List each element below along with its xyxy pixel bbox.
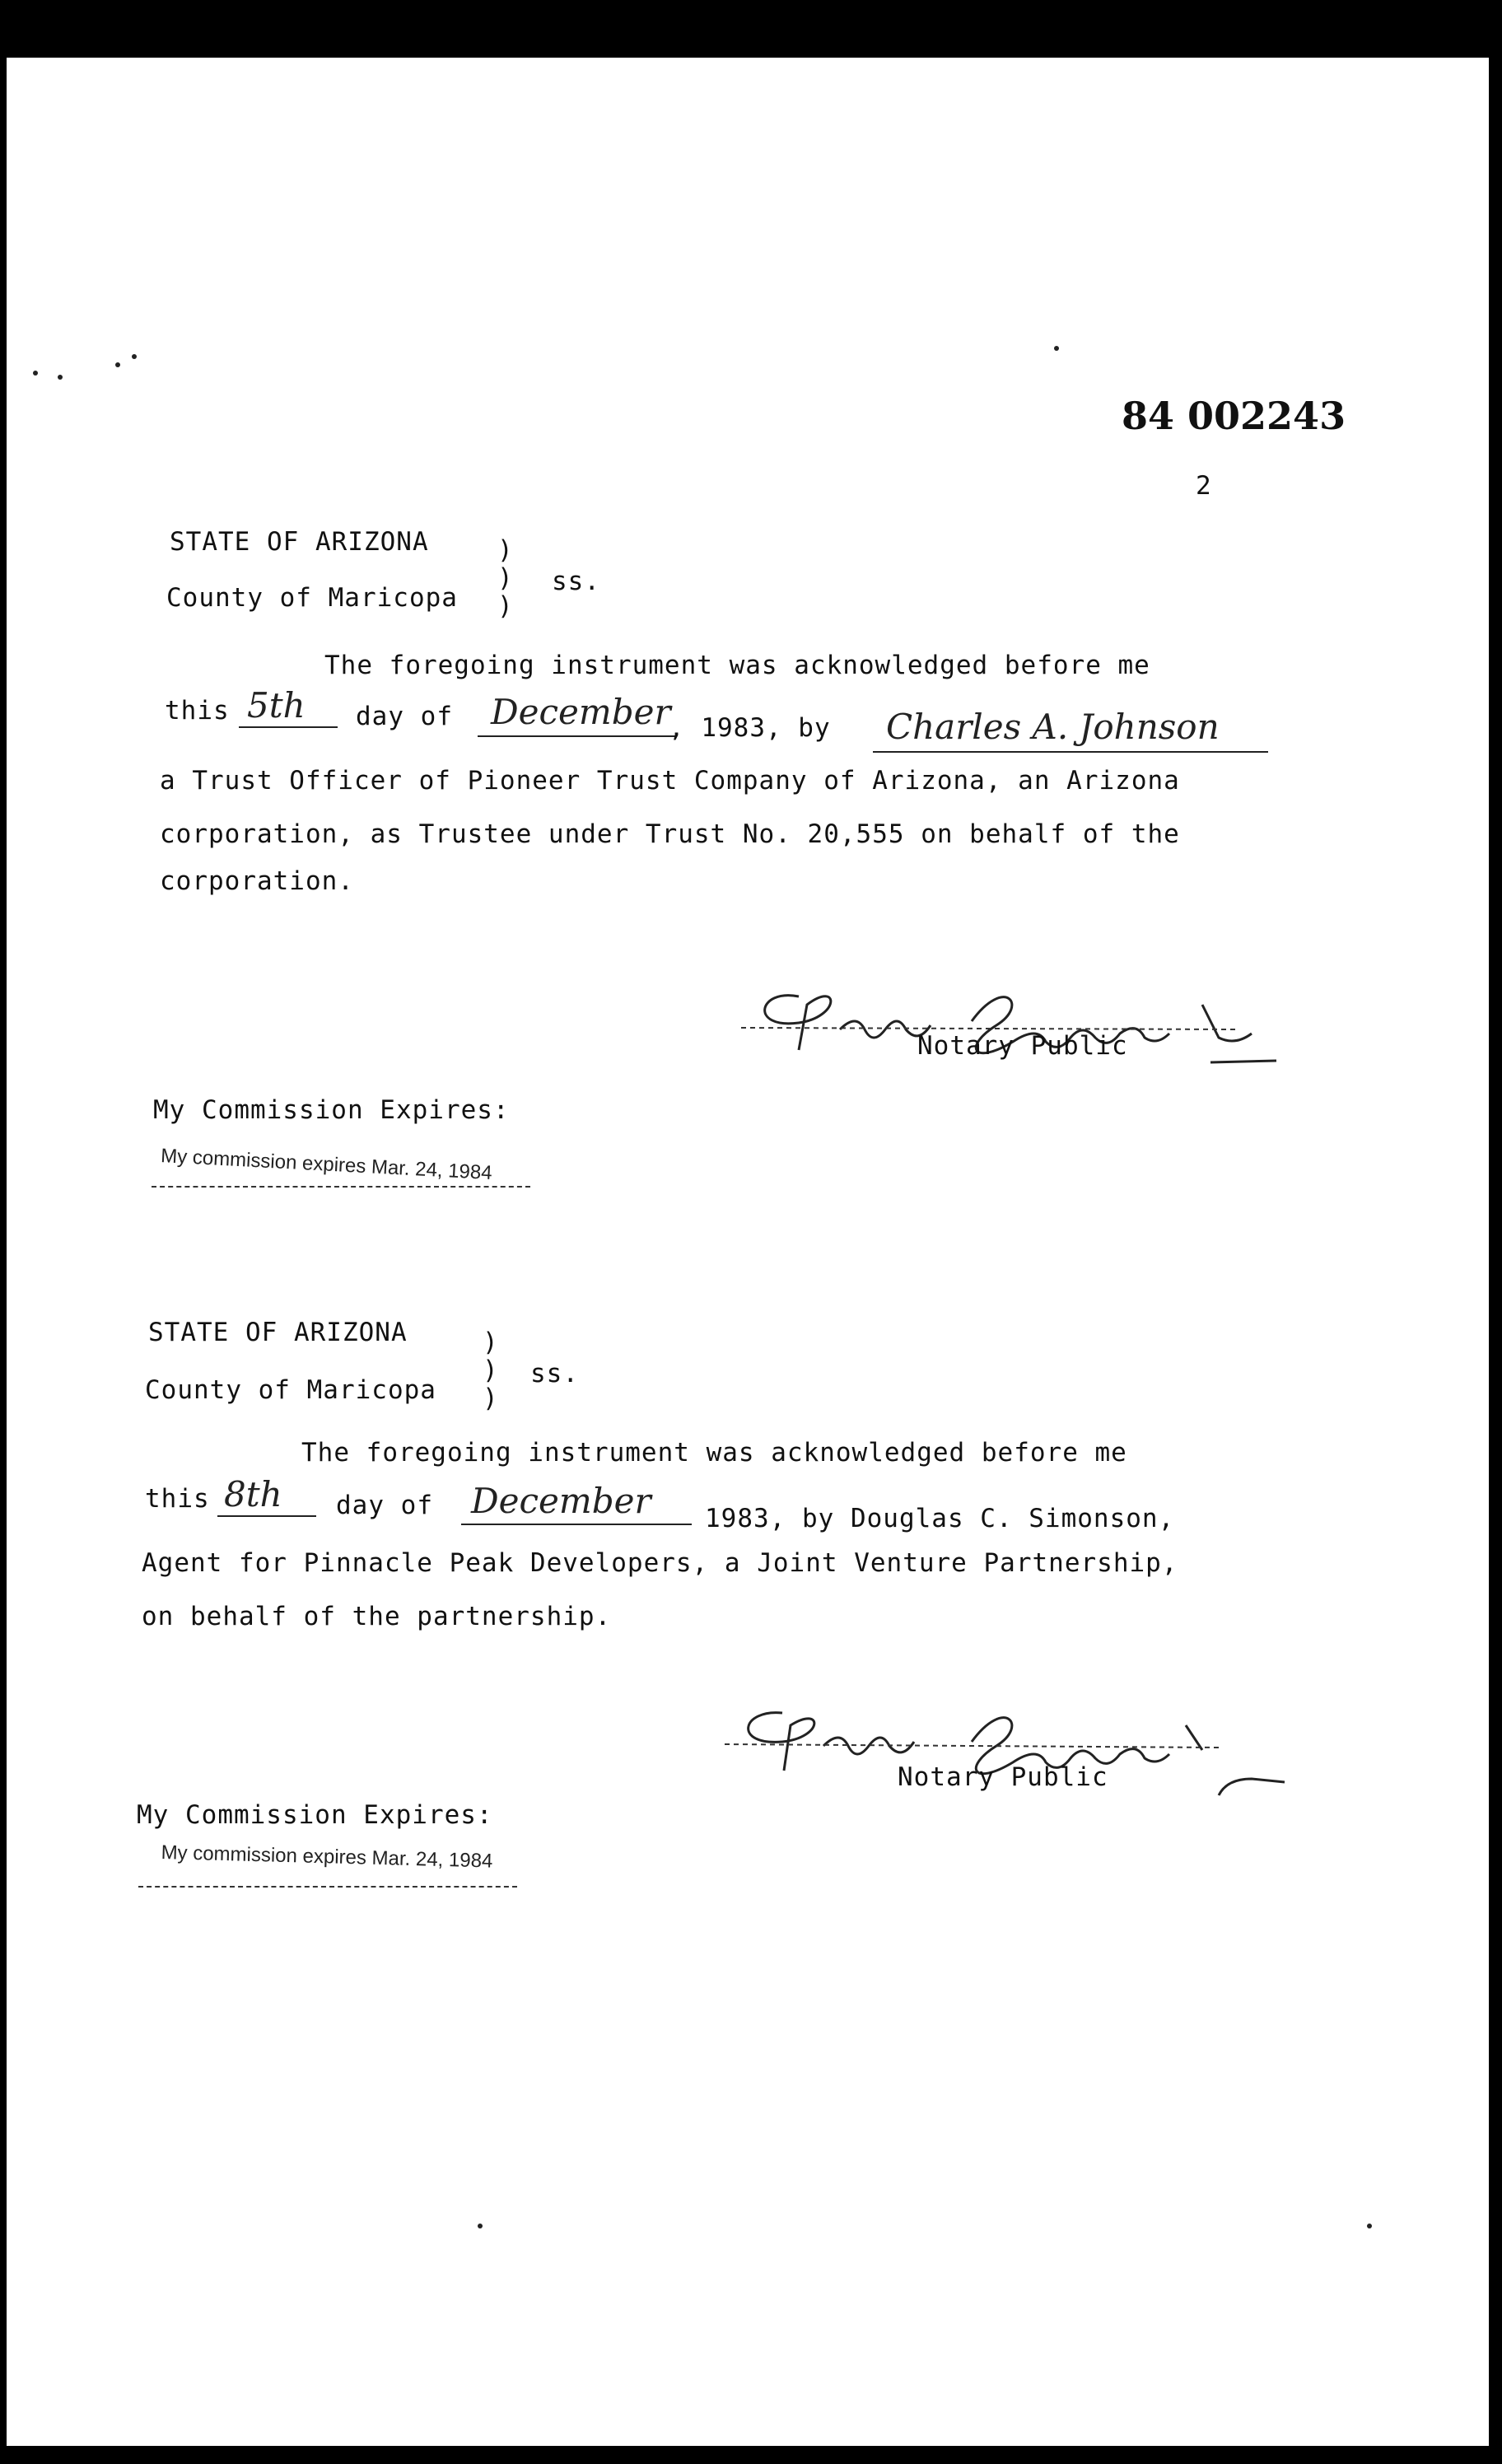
ack-line-4: on behalf of the partnership.: [142, 1602, 612, 1631]
ack-day-handwritten: 5th: [247, 685, 306, 726]
ack-day-of: day of: [356, 702, 453, 731]
venue-paren: ): [497, 535, 514, 565]
scan-speck: [115, 362, 120, 367]
venue-paren: ): [497, 591, 514, 621]
ack-this: this: [145, 1484, 210, 1514]
notary-public-label: Notary Public: [917, 1031, 1128, 1061]
ack-month-handwritten: December: [491, 692, 671, 732]
document-number: 84 002243: [1122, 394, 1346, 438]
venue-state: STATE OF ARIZONA: [170, 527, 429, 557]
ack-day-handwritten: 8th: [224, 1474, 282, 1514]
ack-line-1: The foregoing instrument was acknowledged before me: [324, 651, 1150, 680]
ack-this: this: [165, 696, 230, 726]
ack-line-5: corporation.: [160, 866, 354, 896]
scan-speck: [1367, 2224, 1372, 2228]
ack-year-by: 1983, by Douglas C. Simonson,: [705, 1504, 1175, 1533]
venue-county: County of Maricopa: [145, 1375, 436, 1405]
commission-stamp: My commission expires Mar. 24, 1984: [160, 1145, 493, 1185]
scan-speck: [132, 354, 137, 359]
page-number: 2: [1196, 471, 1212, 501]
venue-paren: ): [483, 1384, 499, 1413]
venue-ss: ss.: [552, 567, 600, 596]
ack-line-3: a Trust Officer of Pioneer Trust Company of Arizona, an Arizona: [160, 766, 1180, 796]
scan-speck: [33, 371, 38, 376]
commission-stamp: My commission expires Mar. 24, 1984: [161, 1841, 493, 1873]
venue-paren: ): [497, 563, 514, 593]
ack-line-4: corporation, as Trustee under Trust No. 20,555 on behalf of the: [160, 819, 1180, 849]
ack-line-1: The foregoing instrument was acknowledged before me: [301, 1438, 1127, 1468]
ack-name-handwritten: Charles A. Johnson: [886, 707, 1220, 747]
scan-speck: [478, 2224, 483, 2228]
ack-year-by: , 1983, by: [669, 713, 831, 743]
notary-public-label: Notary Public: [898, 1762, 1108, 1792]
scan-speck: [58, 375, 63, 380]
notary-signature: [741, 972, 1301, 1079]
venue-state: STATE OF ARIZONA: [148, 1318, 408, 1347]
venue-ss: ss.: [530, 1359, 579, 1388]
commission-expires-label: My Commission Expires:: [153, 1095, 510, 1125]
ack-line-3: Agent for Pinnacle Peak Developers, a Joint Venture Partnership,: [142, 1548, 1178, 1578]
venue-paren: ): [483, 1356, 499, 1385]
commission-expires-label: My Commission Expires:: [137, 1800, 493, 1830]
scan-speck: [1054, 346, 1059, 351]
venue-paren: ): [483, 1328, 499, 1357]
ack-day-of: day of: [336, 1491, 433, 1520]
ack-month-handwritten: December: [471, 1481, 651, 1521]
venue-county: County of Maricopa: [166, 583, 458, 613]
